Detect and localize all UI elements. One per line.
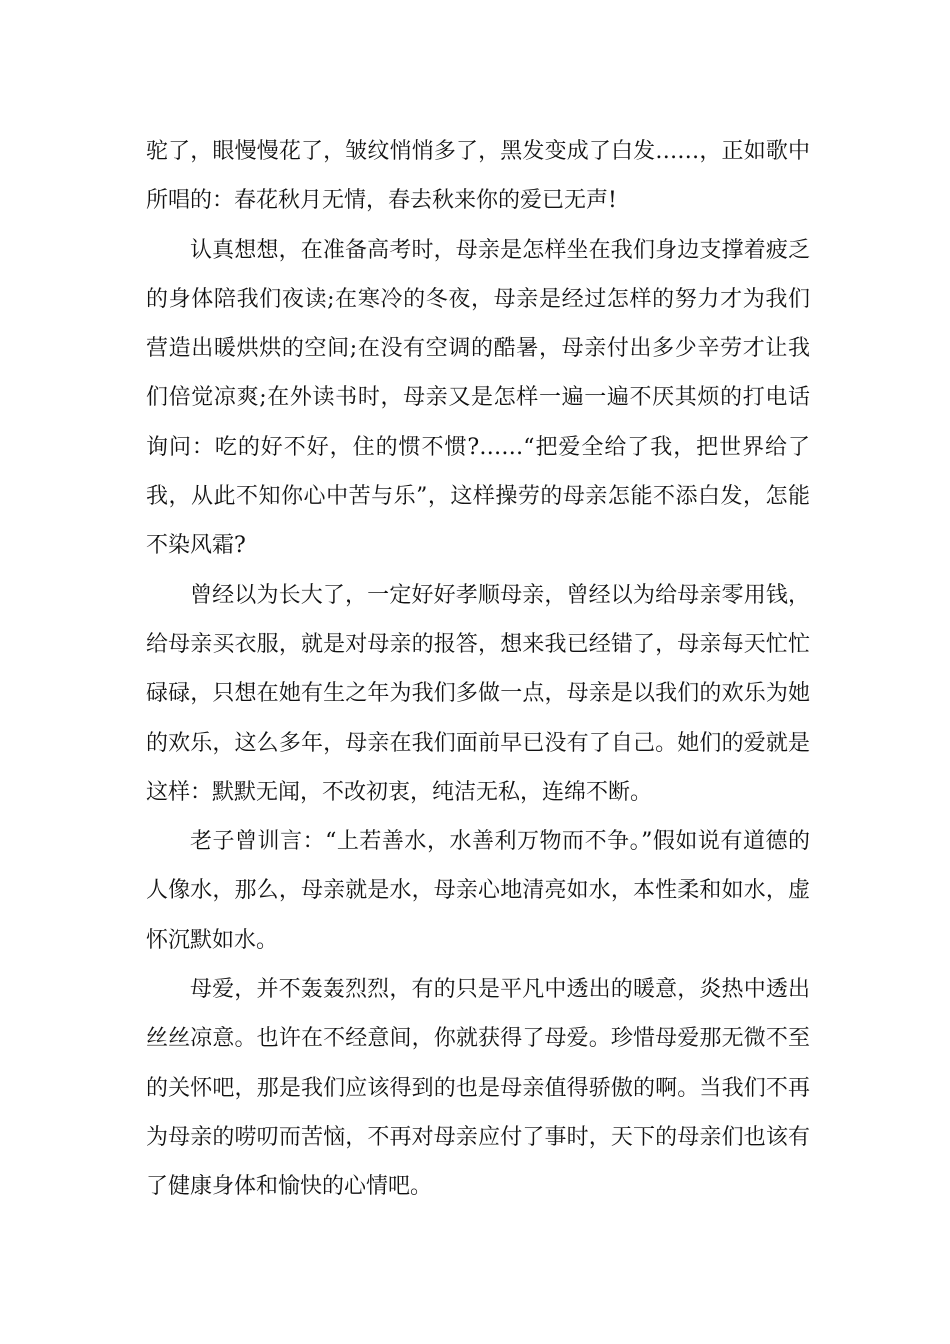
document-body [146,127,810,1212]
paragraph-1: 驼了，眼慢慢花了，皱纹悄悄多了，黑发变成了白发……，正如歌中所唱的：春花秋月无情，春去秋来你的爱已无声! [146,139,810,214]
paragraph-4: 老子曾训言：“上若善水，水善利万物而不争。”假如说有道德的人像水，那么，母亲就是水，母亲心地清亮如水，本性柔和如水，虚怀沉默如水。 [146,829,810,953]
paragraph-3: 曾经以为长大了，一定好好孝顺母亲，曾经以为给母亲零用钱，给母亲买衣服，就是对母亲的报答，想来我已经错了，母亲每天忙忙碌碌，只想在她有生之年为我们多做一点，母亲是以我们的欢乐为她的欢乐，这么多年，母亲在我们面前早已没有了自己。她们的爱就是这样：默默无闻，不改初衷，纯洁无私，连绵不断。 [146,582,810,805]
paragraph-2: 认真想想，在准备高考时，母亲是怎样坐在我们身边支撑着疲乏的身体陪我们夜读;在寒冷的冬夜，母亲是经过怎样的努力才为我们营造出暖烘烘的空间;在没有空调的酷暑，母亲付出多少辛劳才让我们倍觉凉爽;在外读书时，母亲又是怎样一遍一遍不厌其烦的打电话询问：吃的好不好，住的惯不惯?……“把爱全给了我，把世界给了我，从此不知你心中苦与乐”，这样操劳的母亲怎能不添白发，怎能不染风霜? [146,237,810,559]
paragraph-5: 母爱，并不轰轰烈烈，有的只是平凡中透出的暖意，炎热中透出丝丝凉意。也许在不经意间，你就获得了母爱。珍惜母爱那无微不至的关怀吧，那是我们应该得到的也是母亲值得骄傲的啊。当我们不再为母亲的唠叨而苦恼，不再对母亲应付了事时，天下的母亲们也该有了健康身体和愉快的心情吧。 [146,977,810,1200]
